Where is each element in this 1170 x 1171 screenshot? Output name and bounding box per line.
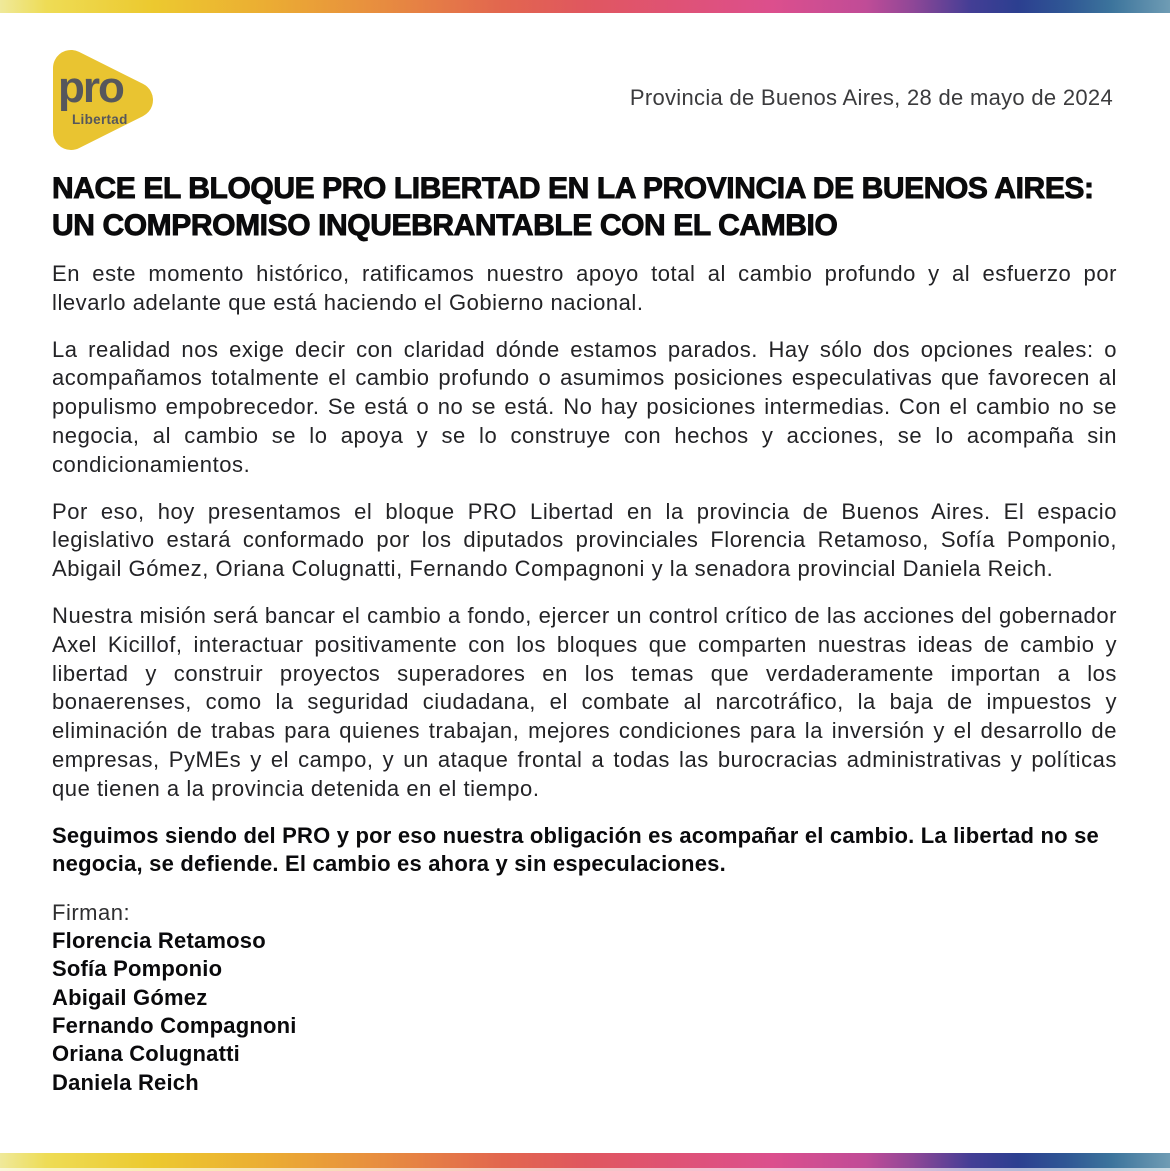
signatory-6: Daniela Reich: [52, 1069, 199, 1095]
paragraph-3: Por eso, hoy presentamos el bloque PRO Libertad en la provincia de Buenos Aires. El espacio legislativo estará conformado por los diputados provinciales Florencia Retamoso, Sofía Pomponio, Abigail Gómez, Oriana Colugnatti, Fernando Compagnoni y la senadora provincial Daniela Reich.: [52, 498, 1117, 582]
bottom-gradient-bar: [0, 1153, 1170, 1168]
signature-label: Firman:: [52, 900, 131, 926]
signature-list: [52, 927, 1117, 1097]
logo-subword: Libertad: [72, 112, 128, 127]
headline: [52, 170, 1117, 244]
signatory-4: Fernando Compagnoni: [52, 1013, 297, 1039]
paragraph-2: La realidad nos exige decir con claridad dónde estamos parados. Hay sólo dos opciones reales: o acompañamos totalmente el cambio profundo o asumimos posiciones especulativas que favorecen al populismo empobrecedor. Se está o no se está. No hay posiciones intermedias. Con el cambio no se negocia, al cambio se lo apoya y se lo construye con hechos y acciones, se lo acompaña sin condicionamientos.: [52, 336, 1117, 477]
signatory-5: Oriana Colugnatti: [52, 1041, 240, 1067]
pro-libertad-logo: [45, 43, 163, 157]
signatory-3: Abigail Gómez: [52, 984, 208, 1010]
signatory-1: Florencia Retamoso: [52, 928, 266, 954]
top-gradient-bar: [0, 0, 1170, 13]
paragraph-1: En este momento histórico, ratificamos nuestro apoyo total al cambio profundo y al esfuerzo por llevarlo adelante que está haciendo el Gobierno nacional.: [52, 261, 1117, 315]
headline-line-1: NACE EL BLOQUE PRO LIBERTAD EN LA PROVINCIA DE BUENOS AIRES:: [52, 172, 1094, 205]
headline-line-2: UN COMPROMISO INQUEBRANTABLE CON EL CAMBIO: [52, 209, 838, 242]
signatory-2: Sofía Pomponio: [52, 956, 223, 982]
document-body: [52, 170, 1117, 1097]
dateline: Provincia de Buenos Aires, 28 de mayo de 2024: [629, 85, 1113, 110]
emphasis-paragraph: Seguimos siendo del PRO y por eso nuestra obligación es acompañar el cambio. La libertad no se negocia, se defiende. El cambio es ahora y sin especulaciones.: [52, 822, 1099, 877]
logo-word: pro: [58, 63, 123, 112]
paragraph-4: Nuestra misión será bancar el cambio a fondo, ejercer un control crítico de las acciones del gobernador Axel Kicillof, interactuar positivamente con los bloques que comparten nuestras ideas de cambio y libertad y construir proyectos superadores en los temas que verdaderamente importan a los bonaerenses, como la seguridad ciudadana, el combate al narcotráfico, la baja de impuestos y eliminación de trabas para quienes trabajan, mejores condiciones para la inversión y el desarrollo de empresas, PyMEs y el campo, y un ataque frontal a todas las burocracias administrativas y políticas que tienen a la provincia detenida en el tiempo.: [52, 602, 1117, 801]
